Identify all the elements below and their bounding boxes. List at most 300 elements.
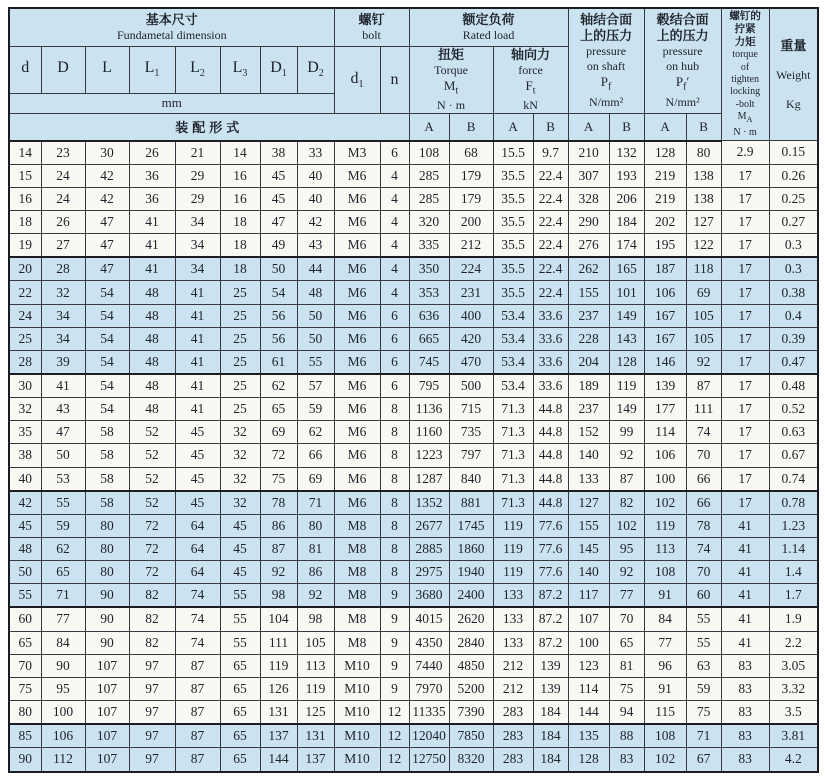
table-row <box>9 234 818 258</box>
cell: 123 <box>568 654 609 677</box>
cell: 144 <box>260 748 297 772</box>
cell: 107 <box>85 700 129 724</box>
cell: 55 <box>41 491 85 515</box>
cell: 45 <box>175 444 220 467</box>
cell: 115 <box>644 700 686 724</box>
cell: 27 <box>41 234 85 258</box>
cell: 81 <box>609 654 644 677</box>
cell: 43 <box>41 398 85 421</box>
cell: 146 <box>644 350 686 374</box>
cell: 17 <box>721 374 769 398</box>
cell: 58 <box>85 491 129 515</box>
cell: 82 <box>129 584 175 608</box>
cell: 8320 <box>449 748 493 772</box>
cell: 45 <box>260 164 297 187</box>
cell: 90 <box>9 748 41 772</box>
cell: 58 <box>85 467 129 491</box>
cell: 237 <box>568 398 609 421</box>
cell: 64 <box>175 561 220 584</box>
cell: 15.5 <box>493 141 533 165</box>
table-row <box>9 584 818 608</box>
cell: 184 <box>533 748 568 772</box>
cell: 87 <box>686 374 721 398</box>
cell: 22.4 <box>533 164 568 187</box>
col-L3: $L_3$ <box>220 46 260 93</box>
cell: 92 <box>609 444 644 467</box>
cell: 133 <box>568 467 609 491</box>
cell: 45 <box>175 421 220 444</box>
cell: 52 <box>129 491 175 515</box>
cell: 68 <box>449 141 493 165</box>
cell: 12750 <box>409 748 449 772</box>
table-row <box>9 398 818 421</box>
cell: 72 <box>129 514 175 537</box>
cell: 111 <box>260 631 297 654</box>
cell: 16 <box>220 187 260 210</box>
cell: 174 <box>609 234 644 258</box>
cell: 34 <box>175 211 220 234</box>
cell: 131 <box>297 724 334 748</box>
table-row <box>9 607 818 631</box>
cell: 2677 <box>409 514 449 537</box>
cell: 105 <box>297 631 334 654</box>
cell: 2840 <box>449 631 493 654</box>
cell: 41 <box>721 537 769 560</box>
cell: 41 <box>721 561 769 584</box>
cell: 400 <box>449 304 493 327</box>
cell: 14 <box>9 141 41 165</box>
cell: 45 <box>220 537 260 560</box>
cell: 285 <box>409 187 449 210</box>
cell: 155 <box>568 281 609 304</box>
cell: 44 <box>297 257 334 281</box>
cell: 202 <box>644 211 686 234</box>
col-L: L <box>85 46 129 93</box>
cell: 58 <box>85 421 129 444</box>
cell: 36 <box>129 187 175 210</box>
cell: M6 <box>334 350 380 374</box>
cell: 48 <box>129 304 175 327</box>
cell: 22.4 <box>533 187 568 210</box>
cell: 25 <box>9 327 41 350</box>
cell: 1160 <box>409 421 449 444</box>
cell: 80 <box>9 700 41 724</box>
table-row <box>9 631 818 654</box>
cell: 12040 <box>409 724 449 748</box>
cell: 17 <box>721 164 769 187</box>
cell: 14 <box>220 141 260 165</box>
cell: 0.78 <box>769 491 818 515</box>
cell: 283 <box>493 700 533 724</box>
cell: 53.4 <box>493 304 533 327</box>
cell: 65 <box>220 748 260 772</box>
cell: 167 <box>644 327 686 350</box>
cell: 1745 <box>449 514 493 537</box>
cell: 50 <box>9 561 41 584</box>
cell: 52 <box>129 421 175 444</box>
cell: 33.6 <box>533 327 568 350</box>
cell: 18 <box>220 211 260 234</box>
cell: 82 <box>609 491 644 515</box>
cell: 72 <box>260 444 297 467</box>
weight-zh: 重量 <box>780 37 807 53</box>
cell: 17 <box>721 350 769 374</box>
cell: 47 <box>260 211 297 234</box>
pressure-hub-zh2: 上的压力 <box>656 28 709 44</box>
cell: 77 <box>609 584 644 608</box>
cell: 45 <box>175 467 220 491</box>
cell: 2620 <box>449 607 493 631</box>
cell: 92 <box>297 584 334 608</box>
table-row <box>9 444 818 467</box>
table-row <box>9 561 818 584</box>
cell: 17 <box>721 421 769 444</box>
cell: 100 <box>41 700 85 724</box>
cell: 112 <box>41 748 85 772</box>
cell: 69 <box>686 281 721 304</box>
cell: 41 <box>129 234 175 258</box>
cell: M6 <box>334 234 380 258</box>
col-D2: $D_2$ <box>297 46 334 93</box>
cell: 92 <box>686 350 721 374</box>
cell: 95 <box>609 537 644 560</box>
cell: 62 <box>41 537 85 560</box>
cell: 32 <box>220 444 260 467</box>
cell: 49 <box>260 234 297 258</box>
cell: 66 <box>686 467 721 491</box>
cell: 56 <box>260 304 297 327</box>
ab-force-a: A <box>493 114 533 141</box>
cell: M8 <box>334 607 380 631</box>
col-L2: $L_2$ <box>175 46 220 93</box>
cell: 71.3 <box>493 444 533 467</box>
cell: 9 <box>380 631 409 654</box>
cell: 17 <box>721 444 769 467</box>
cell: 90 <box>85 607 129 631</box>
header-assembly-row <box>9 114 818 141</box>
cell: 12 <box>380 700 409 724</box>
table-row <box>9 187 818 210</box>
cell: 0.63 <box>769 421 818 444</box>
weight-en: Weight <box>776 67 811 82</box>
cell: M8 <box>334 537 380 560</box>
cell: 1.9 <box>769 607 818 631</box>
cell: 8 <box>380 537 409 560</box>
cell: 179 <box>449 164 493 187</box>
cell: M10 <box>334 700 380 724</box>
cell: 0.15 <box>769 141 818 165</box>
header-group-row <box>9 8 818 46</box>
cell: 3.5 <box>769 700 818 724</box>
cell: 41 <box>721 514 769 537</box>
cell: 30 <box>85 141 129 165</box>
pressure-shaft-zh2: 上的压力 <box>580 28 633 44</box>
pressure-shaft-en1: pressure <box>586 44 627 59</box>
cell: 133 <box>493 631 533 654</box>
cell: 0.25 <box>769 187 818 210</box>
cell: 108 <box>409 141 449 165</box>
cell: 32 <box>220 491 260 515</box>
cell: 4 <box>380 257 409 281</box>
cell: 83 <box>721 724 769 748</box>
cell: 87.2 <box>533 584 568 608</box>
header-pressure-on-hub <box>644 8 721 114</box>
cell: 32 <box>41 281 85 304</box>
cell: M6 <box>334 187 380 210</box>
cell: 55 <box>220 584 260 608</box>
cell: 100 <box>644 467 686 491</box>
cell: M6 <box>334 304 380 327</box>
cell: 55 <box>686 607 721 631</box>
header-locking-torque: 螺钉的 拧紧 力矩 torque of tighten locking -bolt $M_A$ N · m <box>721 8 769 141</box>
cell: 113 <box>297 654 334 677</box>
cell: 184 <box>609 211 644 234</box>
cell: 26 <box>41 211 85 234</box>
cell: 470 <box>449 350 493 374</box>
cell: 119 <box>609 374 644 398</box>
cell: 119 <box>493 537 533 560</box>
cell: 18 <box>220 234 260 258</box>
cell: 20 <box>9 257 41 281</box>
cell: 15 <box>9 164 41 187</box>
cell: 17 <box>721 257 769 281</box>
cell: 18 <box>9 211 41 234</box>
cell: 60 <box>9 607 41 631</box>
cell: 219 <box>644 187 686 210</box>
cell: 74 <box>175 584 220 608</box>
cell: 47 <box>85 234 129 258</box>
unit-mm: mm <box>9 93 334 113</box>
cell: 1287 <box>409 467 449 491</box>
table-row <box>9 350 818 374</box>
cell: 118 <box>686 257 721 281</box>
cell: 125 <box>297 700 334 724</box>
cell: 48 <box>9 537 41 560</box>
cell: 128 <box>568 748 609 772</box>
cell: 71.3 <box>493 467 533 491</box>
pressure-shaft-symbol: $P_f$ <box>600 74 612 93</box>
cell: 219 <box>644 164 686 187</box>
cell: 105 <box>686 327 721 350</box>
table-row <box>9 141 818 165</box>
cell: 42 <box>9 491 41 515</box>
cell: 1352 <box>409 491 449 515</box>
cell: 44.8 <box>533 467 568 491</box>
cell: 83 <box>721 700 769 724</box>
cell: 97 <box>129 748 175 772</box>
cell: 127 <box>568 491 609 515</box>
cell: 34 <box>175 234 220 258</box>
cell: 6 <box>380 374 409 398</box>
cell: 119 <box>260 654 297 677</box>
cell: 143 <box>609 327 644 350</box>
cell: 17 <box>721 398 769 421</box>
cell: 47 <box>85 211 129 234</box>
cell: 177 <box>644 398 686 421</box>
cell: 0.26 <box>769 164 818 187</box>
cell: 1.23 <box>769 514 818 537</box>
table-header <box>9 8 818 141</box>
bolt-zh: 螺钉 <box>358 11 385 27</box>
cell: 881 <box>449 491 493 515</box>
cell: 100 <box>568 631 609 654</box>
cell: 70 <box>609 607 644 631</box>
cell: M3 <box>334 141 380 165</box>
cell: M6 <box>334 374 380 398</box>
cell: 48 <box>129 281 175 304</box>
cell: 105 <box>686 304 721 327</box>
cell: 53.4 <box>493 374 533 398</box>
cell: 97 <box>129 654 175 677</box>
cell: 41 <box>175 281 220 304</box>
cell: 74 <box>175 607 220 631</box>
cell: 6 <box>380 304 409 327</box>
cell: 91 <box>644 584 686 608</box>
cell: 92 <box>260 561 297 584</box>
torque-symbol: $M_t$ <box>443 77 459 97</box>
cell: 4015 <box>409 607 449 631</box>
cell: 54 <box>85 304 129 327</box>
header-torque: 扭矩 Torque $M_t$ N · m <box>409 46 493 114</box>
cell: 54 <box>85 350 129 374</box>
table-row <box>9 700 818 724</box>
cell: 87 <box>175 654 220 677</box>
header-fundamental-dimension <box>9 8 334 46</box>
cell: 12 <box>380 748 409 772</box>
cell: M8 <box>334 561 380 584</box>
cell: 17 <box>721 491 769 515</box>
cell: 167 <box>644 304 686 327</box>
cell: 224 <box>449 257 493 281</box>
cell: 42 <box>85 187 129 210</box>
cell: 41 <box>175 304 220 327</box>
cell: 33.6 <box>533 304 568 327</box>
cell: 35 <box>9 421 41 444</box>
ab-hub-b: B <box>686 114 721 141</box>
cell: 106 <box>644 281 686 304</box>
cell: 64 <box>175 537 220 560</box>
cell: 65 <box>220 677 260 700</box>
cell: 228 <box>568 327 609 350</box>
cell: 45 <box>220 514 260 537</box>
cell: 17 <box>721 211 769 234</box>
cell: 206 <box>609 187 644 210</box>
cell: 29 <box>175 164 220 187</box>
ab-shaft-a: A <box>568 114 609 141</box>
cell: 71 <box>686 724 721 748</box>
cell: 52 <box>129 444 175 467</box>
cell: 795 <box>409 374 449 398</box>
table-row <box>9 748 818 772</box>
cell: 65 <box>220 700 260 724</box>
cell: 133 <box>493 584 533 608</box>
cell: 4 <box>380 211 409 234</box>
cell: 139 <box>533 677 568 700</box>
cell: 45 <box>175 491 220 515</box>
cell: 78 <box>260 491 297 515</box>
cell: 840 <box>449 467 493 491</box>
cell: 1.7 <box>769 584 818 608</box>
cell: 97 <box>129 700 175 724</box>
cell: 71.3 <box>493 398 533 421</box>
cell: 119 <box>493 514 533 537</box>
cell: 106 <box>41 724 85 748</box>
cell: 82 <box>129 607 175 631</box>
cell: M6 <box>334 491 380 515</box>
cell: 23 <box>41 141 85 165</box>
table-row <box>9 164 818 187</box>
cell: 55 <box>220 631 260 654</box>
cell: 715 <box>449 398 493 421</box>
table-row <box>9 257 818 281</box>
cell: 9 <box>380 677 409 700</box>
table-row <box>9 374 818 398</box>
cell: 6 <box>380 141 409 165</box>
cell: 86 <box>297 561 334 584</box>
pressure-hub-zh1: 毂结合面 <box>656 12 709 28</box>
cell: M10 <box>334 677 380 700</box>
cell: 40 <box>297 187 334 210</box>
cell: 65 <box>220 724 260 748</box>
cell: 189 <box>568 374 609 398</box>
cell: 210 <box>568 141 609 165</box>
cell: 500 <box>449 374 493 398</box>
cell: 48 <box>129 374 175 398</box>
cell: 193 <box>609 164 644 187</box>
cell: 328 <box>568 187 609 210</box>
cell: M6 <box>334 281 380 304</box>
cell: 69 <box>297 467 334 491</box>
ab-shaft-b: B <box>609 114 644 141</box>
cell: 8 <box>380 491 409 515</box>
cell: 80 <box>686 141 721 165</box>
table-row <box>9 514 818 537</box>
cell: 35.5 <box>493 187 533 210</box>
cell: 66 <box>297 444 334 467</box>
cell: 149 <box>609 398 644 421</box>
cell: 41 <box>41 374 85 398</box>
cell: 0.3 <box>769 257 818 281</box>
cell: 2885 <box>409 537 449 560</box>
cell: 0.27 <box>769 211 818 234</box>
cell: 145 <box>568 537 609 560</box>
cell: 24 <box>41 164 85 187</box>
cell: 54 <box>85 398 129 421</box>
cell: 38 <box>260 141 297 165</box>
cell: 106 <box>644 444 686 467</box>
cell: 200 <box>449 211 493 234</box>
cell: 108 <box>644 724 686 748</box>
cell: 1223 <box>409 444 449 467</box>
cell: M6 <box>334 421 380 444</box>
cell: 96 <box>644 654 686 677</box>
cell: 165 <box>609 257 644 281</box>
cell: 34 <box>41 304 85 327</box>
cell: 55 <box>9 584 41 608</box>
table-row <box>9 211 818 234</box>
cell: 102 <box>644 748 686 772</box>
pressure-shaft-en2: on shaft <box>586 59 626 74</box>
cell: 88 <box>609 724 644 748</box>
cell: M6 <box>334 467 380 491</box>
cell: 7970 <box>409 677 449 700</box>
cell: 8 <box>380 398 409 421</box>
cell: 25 <box>220 327 260 350</box>
cell: 104 <box>260 607 297 631</box>
cell: 44.8 <box>533 444 568 467</box>
cell: 107 <box>85 677 129 700</box>
cell: 204 <box>568 350 609 374</box>
